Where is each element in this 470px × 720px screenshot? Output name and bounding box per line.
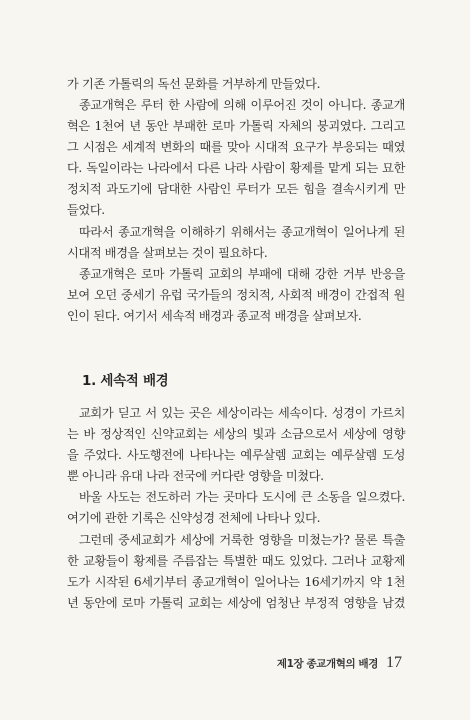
text-line: 한 교황들이 황제를 주름잡는 특별한 때도 있었다. 그러나 교황제 bbox=[67, 554, 405, 568]
text-line: 들었다. bbox=[67, 203, 105, 217]
page-footer bbox=[277, 654, 402, 672]
text-line: 뿐 아니라 유대 나라 전국에 커다란 영향을 미쳤다. bbox=[67, 469, 324, 483]
text-line: 시대적 배경을 살펴보는 것이 필요하다. bbox=[67, 246, 268, 260]
chapter-title: 제1장 종교개혁의 배경 bbox=[276, 658, 378, 670]
text-line: 인이 된다. 여기서 세속적 배경과 종교적 배경을 살펴보자. bbox=[67, 309, 362, 323]
section-heading: 1. 세속적 배경 bbox=[82, 373, 169, 389]
text-line: 여기에 관한 기록은 신약성경 전체에 나타나 있다. bbox=[67, 511, 321, 525]
text-line: 바울 사도는 전도하러 가는 곳마다 도시에 큰 소동을 일으켰다. bbox=[79, 490, 405, 504]
text-line: 년 동안에 로마 가톨릭 교회는 세상에 엄청난 부정적 영향을 남겼 bbox=[67, 596, 405, 610]
text-line: 을 주었다. 사도행전에 나타나는 예루살렘 교회는 예루살렘 도성 bbox=[67, 448, 405, 462]
text-line: 종교개혁은 로마 가톨릭 교회의 부패에 대해 강한 거부 반응을 bbox=[79, 267, 405, 281]
text-line: 종교개혁은 루터 한 사람에 의해 이루어진 것이 아니다. 종교개 bbox=[79, 98, 405, 112]
text-line: 는 바 정상적인 신약교회는 세상의 빛과 소금으로서 세상에 영향 bbox=[67, 427, 405, 441]
text-line: 그 시점은 세계적 변화의 때를 맞아 시대적 요구가 부응되는 때였 bbox=[67, 140, 405, 154]
text-line: 도가 시작된 6세기부터 종교개혁이 일어나는 16세기까지 약 1천 bbox=[67, 575, 405, 589]
text-line: 따라서 종교개혁을 이해하기 위해서는 종교개혁이 일어나게 된 bbox=[79, 225, 405, 239]
text-line: 교회가 딛고 서 있는 곳은 세상이라는 세속이다. 성경이 가르치 bbox=[79, 406, 405, 420]
text-line: 보여 오던 중세기 유럽 국가들의 정치적, 사회적 배경이 간접적 원 bbox=[67, 288, 405, 302]
text-line: 그런데 중세교회가 세상에 거룩한 영향을 미쳤는가? 물론 특출 bbox=[79, 533, 405, 547]
text-line: 혁은 1천여 년 동안 부패한 로마 가톨릭 자체의 붕괴였다. 그리고 bbox=[67, 119, 405, 133]
text-line: 가 기존 가톨릭의 독선 문화를 거부하게 만들었다. bbox=[67, 77, 321, 91]
text-line: 정치적 과도기에 담대한 사람인 루터가 모든 힘을 결속시키게 만 bbox=[67, 182, 405, 196]
page-number: 17 bbox=[386, 654, 402, 671]
text-line: 다. 독일이라는 나라에서 다른 나라 사람이 황제를 맡게 되는 묘한 bbox=[67, 161, 405, 175]
